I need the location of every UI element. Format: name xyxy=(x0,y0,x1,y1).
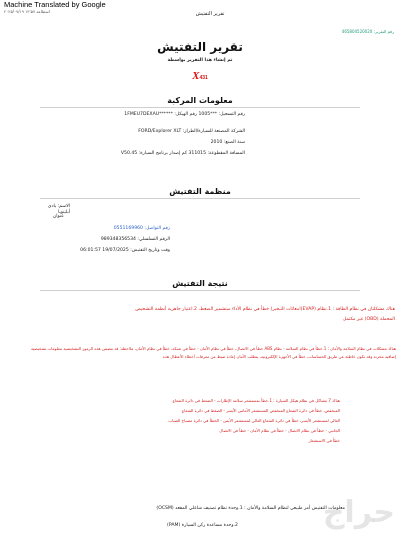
x431-logo xyxy=(180,64,220,83)
chassis-issue-line-2: المنخفض، خطأ في دائرة الشعاع المنخفض المستشعر الأمامي الأيسر - الضغط في دائرة الشعاع xyxy=(181,408,340,413)
normal-info-line-2: 2.وحدة مساعدة ركن السيارة (PAM) xyxy=(167,523,238,528)
logo-x: X xyxy=(192,70,200,82)
org-name-line: الاسم: يادي أبليتوبا xyxy=(47,204,70,215)
org-phone-line[interactable]: رقم التواصل: 0551169960 xyxy=(113,226,170,231)
org-datetime-line: وقت وتاريخ التفتيش: 19/07/2025 06:01:57 xyxy=(80,248,170,253)
year-line: سنة الصنع: 2010 xyxy=(210,140,245,145)
power-system-issue xyxy=(10,307,395,323)
timestamp-line: ۲۰۲۵/۰۷/۱۹ ۱۳:۵۷ اسطاعة xyxy=(4,9,50,14)
mileage-line: المسافة المقطوعة: 311015 كم إصدار برنامج السيارة: V50.45 xyxy=(120,151,245,156)
safety-issue-line-2: إضافية مخزنة وقد تكون خاطئة عن طريق الحساسات، خطأ في الأجهزة الإلكترونية، يتطلب الأمان إعادة ضبط من معرفات أخطاء الأعطال هذه xyxy=(162,354,396,359)
chassis-system-issue xyxy=(60,398,340,443)
result-section-title: نتيجة التفتيش xyxy=(172,279,228,288)
haraj-watermark: حراج xyxy=(322,495,395,530)
chassis-issue-line-4: الجانبي - خطأ في نظام الاتصال - خطأ في نظام الأمان - خطأ في الاتصال xyxy=(219,428,340,433)
safety-system-issue xyxy=(8,346,396,359)
power-issue-line-2: المحملة (OBD) غير مكتمل xyxy=(342,317,395,322)
power-issue-line-1: هناك مشكلتان في نظام الطاقة : 1.نظام (EVAP)انبعاثات التبخير) خطأ في نظام الأداء ستشمير الضغط، 2.اعتبار جاهزية أنظمة التشخيص xyxy=(135,307,395,312)
safety-issue-line-1: هناك مشكلات في نظام السلامة والأمان : 1.خطأ في نظام السلامة - نظام ABS خطأ في الاتصال، خطأ في نظام الأمان - خطأ في شبكة، خطأ في نظام الأمان، ملاحظة: قد تتضمن هذه الرموز التشخيصية معلومات تشخيصية xyxy=(30,346,396,351)
page-header-title: تقرير التفتيش xyxy=(195,11,225,17)
vin-line: رقم التسجيل: ***1005 رقم الهيكل: ******1FMEU7DEXAU xyxy=(124,112,245,117)
org-serial-line: الرقم التسلسلي: 989348356534 xyxy=(100,237,170,242)
chassis-issue-line-5: خطأ في الاستشعار xyxy=(308,438,340,443)
chassis-issue-line-1: هناك 7 مشاكل في نظام هيكل السيارة : 1.خطأ بمستشعر سلامة الإطارات - الضغط في دائرة الشعاع xyxy=(172,398,340,403)
vehicle-divider xyxy=(40,107,360,108)
report-subtitle: تم إنشاء هذا التقرير بواسطة xyxy=(167,58,233,63)
chassis-issue-line-3: العالي لمستشعر الأيسر، خطأ في دائرة الشعاع العالي لمستشعر الأيمن - الخطأ في دائرة مصباح الضباب xyxy=(168,418,340,423)
report-title: تقرير التفتيش xyxy=(157,40,243,54)
normal-info-line-1: معلومات التفتيش أمر طبيعي لنظام السلامة والأمان : 1.وحدة نظام تصنيف شاغلي المقعد (OCSM) xyxy=(156,506,345,511)
make-line: الشركة المصنعة للسيارة/الطراز: FORD/Explorer XLT xyxy=(138,129,245,134)
machine-translated-label: Machine Translated by Google xyxy=(4,0,106,9)
vehicle-section-title: معلومات المركبة xyxy=(167,96,233,105)
org-divider xyxy=(40,198,360,199)
logo-rest: 431 xyxy=(199,75,208,81)
org-address-line: عنوان xyxy=(52,214,64,219)
result-divider xyxy=(40,290,360,291)
org-section-title: منظمة التفتيش xyxy=(169,187,231,196)
report-number: رقم التقرير: 46580452002X xyxy=(341,29,394,34)
